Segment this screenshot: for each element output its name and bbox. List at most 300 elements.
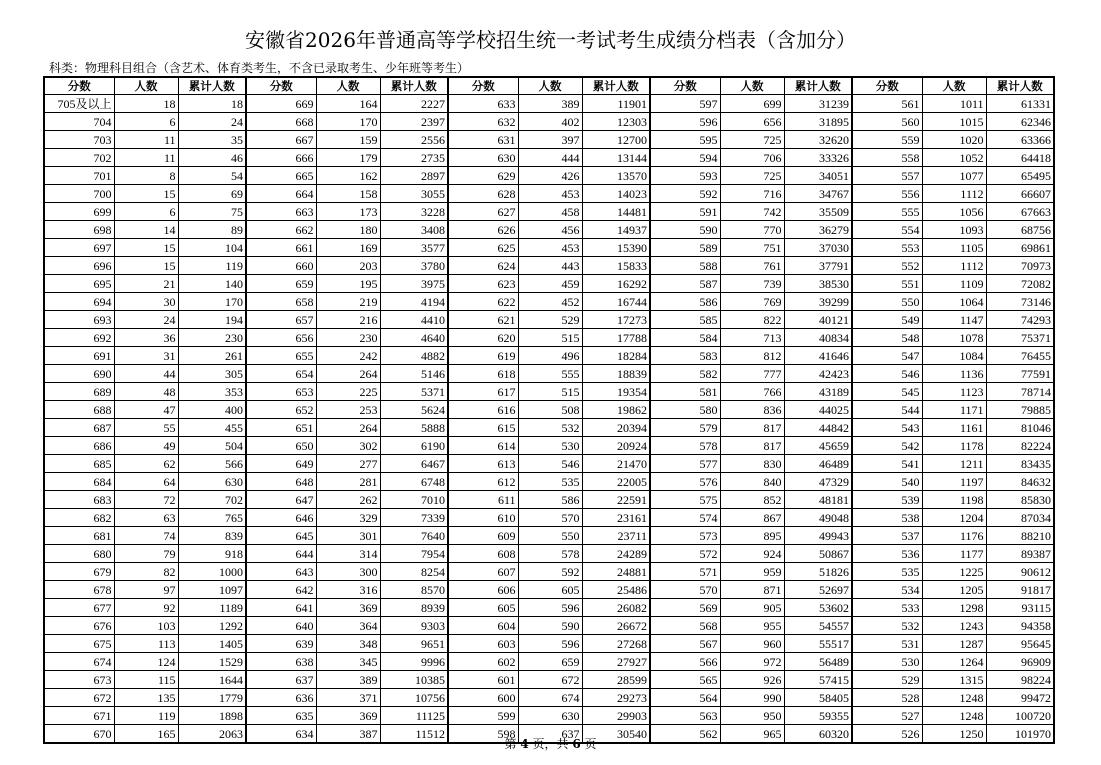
score-cell: 569 [650,599,720,617]
column-header: 人数 [922,77,986,95]
cumulative-cell: 10385 [380,671,448,689]
column-header: 累计人数 [380,77,448,95]
cumulative-cell: 630 [178,473,246,491]
count-cell: 389 [518,95,582,113]
cumulative-cell: 53602 [784,599,852,617]
score-cell: 627 [448,203,518,221]
count-cell: 742 [720,203,784,221]
score-cell: 545 [852,383,922,401]
count-cell: 761 [720,257,784,275]
cumulative-cell: 34767 [784,185,852,203]
cumulative-cell: 765 [178,509,246,527]
count-cell: 867 [720,509,784,527]
score-cell: 648 [246,473,316,491]
cumulative-cell: 44025 [784,401,852,419]
cumulative-cell: 35509 [784,203,852,221]
table-header-row [44,77,1054,95]
table-row [44,419,1054,437]
count-cell: 11 [114,149,178,167]
score-cell: 663 [246,203,316,221]
score-cell: 583 [650,347,720,365]
count-cell: 1020 [922,131,986,149]
cumulative-cell: 68756 [986,221,1054,239]
count-cell: 371 [316,689,380,707]
count-cell: 699 [720,95,784,113]
count-cell: 1093 [922,221,986,239]
table-row [44,95,1054,113]
count-cell: 905 [720,599,784,617]
score-cell: 612 [448,473,518,491]
cumulative-cell: 63366 [986,131,1054,149]
score-cell: 625 [448,239,518,257]
table-row [44,293,1054,311]
column-header: 分数 [246,77,316,95]
score-cell: 685 [44,455,114,473]
count-cell: 348 [316,635,380,653]
count-cell: 264 [316,419,380,437]
score-cell: 582 [650,365,720,383]
score-cell: 655 [246,347,316,365]
table-row [44,113,1054,131]
score-distribution-table [43,76,1055,744]
cumulative-cell: 75 [178,203,246,221]
cumulative-cell: 24 [178,113,246,131]
score-cell: 615 [448,419,518,437]
count-cell: 49 [114,437,178,455]
count-cell: 1077 [922,167,986,185]
score-cell: 621 [448,311,518,329]
score-cell: 617 [448,383,518,401]
score-cell: 652 [246,401,316,419]
score-cell: 689 [44,383,114,401]
cumulative-cell: 83435 [986,455,1054,473]
score-cell: 630 [448,149,518,167]
count-cell: 836 [720,401,784,419]
count-cell: 456 [518,221,582,239]
count-cell: 1056 [922,203,986,221]
table-row [44,437,1054,455]
score-cell: 660 [246,257,316,275]
cumulative-cell: 99472 [986,689,1054,707]
count-cell: 387 [316,725,380,744]
cumulative-cell: 8254 [380,563,448,581]
score-cell: 561 [852,95,922,113]
score-cell: 562 [650,725,720,744]
count-cell: 329 [316,509,380,527]
cumulative-cell: 8939 [380,599,448,617]
count-cell: 1171 [922,401,986,419]
cumulative-cell: 100720 [986,707,1054,725]
cumulative-cell: 17788 [582,329,650,347]
cumulative-cell: 400 [178,401,246,419]
cumulative-cell: 88210 [986,527,1054,545]
count-cell: 1197 [922,473,986,491]
score-cell: 704 [44,113,114,131]
cumulative-cell: 27268 [582,635,650,653]
cumulative-cell: 52697 [784,581,852,599]
cumulative-cell: 3577 [380,239,448,257]
cumulative-cell: 37030 [784,239,852,257]
score-cell: 644 [246,545,316,563]
table-row [44,221,1054,239]
cumulative-cell: 4410 [380,311,448,329]
count-cell: 443 [518,257,582,275]
score-cell: 677 [44,599,114,617]
cumulative-cell: 60320 [784,725,852,744]
count-cell: 169 [316,239,380,257]
score-cell: 531 [852,635,922,653]
score-cell: 547 [852,347,922,365]
cumulative-cell: 50867 [784,545,852,563]
score-cell: 641 [246,599,316,617]
count-cell: 955 [720,617,784,635]
score-cell: 609 [448,527,518,545]
cumulative-cell: 230 [178,329,246,347]
count-cell: 926 [720,671,784,689]
cumulative-cell: 82224 [986,437,1054,455]
count-cell: 115 [114,671,178,689]
count-cell: 959 [720,563,784,581]
score-cell: 623 [448,275,518,293]
score-cell: 656 [246,329,316,347]
score-cell: 666 [246,149,316,167]
count-cell: 777 [720,365,784,383]
count-cell: 770 [720,221,784,239]
count-cell: 402 [518,113,582,131]
score-cell: 575 [650,491,720,509]
cumulative-cell: 1898 [178,707,246,725]
count-cell: 36 [114,329,178,347]
count-cell: 817 [720,419,784,437]
score-cell: 544 [852,401,922,419]
count-cell: 264 [316,365,380,383]
count-cell: 281 [316,473,380,491]
cumulative-cell: 66607 [986,185,1054,203]
cumulative-cell: 59355 [784,707,852,725]
table-row [44,239,1054,257]
score-cell: 668 [246,113,316,131]
count-cell: 1204 [922,509,986,527]
score-cell: 687 [44,419,114,437]
cumulative-cell: 3055 [380,185,448,203]
cumulative-cell: 19354 [582,383,650,401]
score-cell: 558 [852,149,922,167]
count-cell: 63 [114,509,178,527]
cumulative-cell: 62346 [986,113,1054,131]
score-cell: 539 [852,491,922,509]
count-cell: 596 [518,599,582,617]
score-cell: 590 [650,221,720,239]
cumulative-cell: 47329 [784,473,852,491]
score-cell: 702 [44,149,114,167]
score-cell: 608 [448,545,518,563]
cumulative-cell: 14023 [582,185,650,203]
score-cell: 542 [852,437,922,455]
count-cell: 79 [114,545,178,563]
score-cell: 579 [650,419,720,437]
count-cell: 716 [720,185,784,203]
cumulative-cell: 18 [178,95,246,113]
count-cell: 302 [316,437,380,455]
count-cell: 397 [518,131,582,149]
cumulative-cell: 2735 [380,149,448,167]
footer-total-pages: 6 [572,737,581,751]
cumulative-cell: 20924 [582,437,650,455]
count-cell: 119 [114,707,178,725]
count-cell: 31 [114,347,178,365]
count-cell: 822 [720,311,784,329]
count-cell: 812 [720,347,784,365]
count-cell: 840 [720,473,784,491]
count-cell: 6 [114,113,178,131]
score-cell: 665 [246,167,316,185]
cumulative-cell: 9651 [380,635,448,653]
score-cell: 541 [852,455,922,473]
count-cell: 725 [720,131,784,149]
score-cell: 680 [44,545,114,563]
score-cell: 631 [448,131,518,149]
table-row [44,527,1054,545]
cumulative-cell: 140 [178,275,246,293]
score-cell: 638 [246,653,316,671]
score-cell: 618 [448,365,518,383]
cumulative-cell: 5146 [380,365,448,383]
score-cell: 604 [448,617,518,635]
count-cell: 713 [720,329,784,347]
score-cell: 681 [44,527,114,545]
score-cell: 697 [44,239,114,257]
count-cell: 990 [720,689,784,707]
cumulative-cell: 38530 [784,275,852,293]
score-cell: 551 [852,275,922,293]
table-row [44,203,1054,221]
column-header: 累计人数 [582,77,650,95]
table-row [44,275,1054,293]
cumulative-cell: 79885 [986,401,1054,419]
column-header: 分数 [852,77,922,95]
count-cell: 672 [518,671,582,689]
count-cell: 15 [114,185,178,203]
column-header: 分数 [650,77,720,95]
table-row [44,617,1054,635]
count-cell: 659 [518,653,582,671]
cumulative-cell: 55517 [784,635,852,653]
score-cell: 703 [44,131,114,149]
cumulative-cell: 61331 [986,95,1054,113]
table-row [44,581,1054,599]
score-cell: 632 [448,113,518,131]
cumulative-cell: 28599 [582,671,650,689]
cumulative-cell: 18284 [582,347,650,365]
cumulative-cell: 77591 [986,365,1054,383]
cumulative-cell: 40121 [784,311,852,329]
count-cell: 15 [114,257,178,275]
table-row [44,653,1054,671]
cumulative-cell: 2063 [178,725,246,744]
score-cell: 606 [448,581,518,599]
cumulative-cell: 104 [178,239,246,257]
score-cell: 594 [650,149,720,167]
count-cell: 960 [720,635,784,653]
score-cell: 620 [448,329,518,347]
count-cell: 314 [316,545,380,563]
score-cell: 700 [44,185,114,203]
cumulative-cell: 9996 [380,653,448,671]
count-cell: 1248 [922,689,986,707]
cumulative-cell: 42423 [784,365,852,383]
count-cell: 47 [114,401,178,419]
score-cell: 555 [852,203,922,221]
cumulative-cell: 91817 [986,581,1054,599]
cumulative-cell: 32620 [784,131,852,149]
score-cell: 586 [650,293,720,311]
table-row [44,635,1054,653]
table-row [44,149,1054,167]
score-cell: 560 [852,113,922,131]
score-cell: 659 [246,275,316,293]
cumulative-cell: 24289 [582,545,650,563]
score-cell: 552 [852,257,922,275]
score-cell: 662 [246,221,316,239]
count-cell: 674 [518,689,582,707]
count-cell: 18 [114,95,178,113]
cumulative-cell: 22591 [582,491,650,509]
column-header: 人数 [720,77,784,95]
cumulative-cell: 46489 [784,455,852,473]
cumulative-cell: 49943 [784,527,852,545]
cumulative-cell: 48181 [784,491,852,509]
cumulative-cell: 54557 [784,617,852,635]
table-row [44,365,1054,383]
count-cell: 426 [518,167,582,185]
column-header: 分数 [448,77,518,95]
score-cell: 570 [650,581,720,599]
score-cell: 640 [246,617,316,635]
cumulative-cell: 6190 [380,437,448,455]
score-cell: 557 [852,167,922,185]
cumulative-cell: 2556 [380,131,448,149]
score-cell: 669 [246,95,316,113]
cumulative-cell: 54 [178,167,246,185]
score-cell: 683 [44,491,114,509]
table-row [44,185,1054,203]
count-cell: 300 [316,563,380,581]
score-cell: 671 [44,707,114,725]
score-cell: 571 [650,563,720,581]
cumulative-cell: 46 [178,149,246,167]
score-cell: 654 [246,365,316,383]
count-cell: 1112 [922,257,986,275]
count-cell: 216 [316,311,380,329]
score-cell: 676 [44,617,114,635]
cumulative-cell: 70973 [986,257,1054,275]
count-cell: 1315 [922,671,986,689]
cumulative-cell: 69861 [986,239,1054,257]
cumulative-cell: 30540 [582,725,650,744]
score-cell: 635 [246,707,316,725]
count-cell: 592 [518,563,582,581]
cumulative-cell: 90612 [986,563,1054,581]
cumulative-cell: 49048 [784,509,852,527]
column-header: 人数 [316,77,380,95]
cumulative-cell: 12303 [582,113,650,131]
score-cell: 684 [44,473,114,491]
count-cell: 97 [114,581,178,599]
cumulative-cell: 89 [178,221,246,239]
count-cell: 165 [114,725,178,744]
score-cell: 695 [44,275,114,293]
score-cell: 624 [448,257,518,275]
cumulative-cell: 74293 [986,311,1054,329]
cumulative-cell: 15833 [582,257,650,275]
table-row [44,401,1054,419]
score-cell: 675 [44,635,114,653]
score-cell: 595 [650,131,720,149]
score-cell: 645 [246,527,316,545]
table-row [44,311,1054,329]
score-cell: 530 [852,653,922,671]
cumulative-cell: 6748 [380,473,448,491]
score-cell: 526 [852,725,922,744]
cumulative-cell: 839 [178,527,246,545]
count-cell: 8 [114,167,178,185]
count-cell: 1064 [922,293,986,311]
cumulative-cell: 87034 [986,509,1054,527]
cumulative-cell: 58405 [784,689,852,707]
cumulative-cell: 2397 [380,113,448,131]
cumulative-cell: 36279 [784,221,852,239]
cumulative-cell: 3975 [380,275,448,293]
score-cell: 636 [246,689,316,707]
cumulative-cell: 2227 [380,95,448,113]
score-cell: 649 [246,455,316,473]
score-cell: 537 [852,527,922,545]
column-header: 累计人数 [784,77,852,95]
count-cell: 1198 [922,491,986,509]
count-cell: 515 [518,383,582,401]
footer-suffix: 页 [580,737,597,751]
score-cell: 574 [650,509,720,527]
table-row [44,329,1054,347]
cumulative-cell: 13144 [582,149,650,167]
footer-middle: 页，共 [528,737,573,751]
score-cell: 674 [44,653,114,671]
count-cell: 44 [114,365,178,383]
count-cell: 1298 [922,599,986,617]
score-cell: 602 [448,653,518,671]
count-cell: 1211 [922,455,986,473]
count-cell: 1287 [922,635,986,653]
count-cell: 535 [518,473,582,491]
score-cell: 584 [650,329,720,347]
count-cell: 262 [316,491,380,509]
count-cell: 253 [316,401,380,419]
cumulative-cell: 76455 [986,347,1054,365]
footer-page-number: 4 [520,737,529,751]
score-cell: 532 [852,617,922,635]
column-header: 累计人数 [178,77,246,95]
score-cell: 554 [852,221,922,239]
count-cell: 530 [518,437,582,455]
count-cell: 1225 [922,563,986,581]
column-header: 人数 [518,77,582,95]
count-cell: 895 [720,527,784,545]
score-cell: 549 [852,311,922,329]
score-cell: 691 [44,347,114,365]
table-row [44,347,1054,365]
score-cell: 563 [650,707,720,725]
count-cell: 1264 [922,653,986,671]
